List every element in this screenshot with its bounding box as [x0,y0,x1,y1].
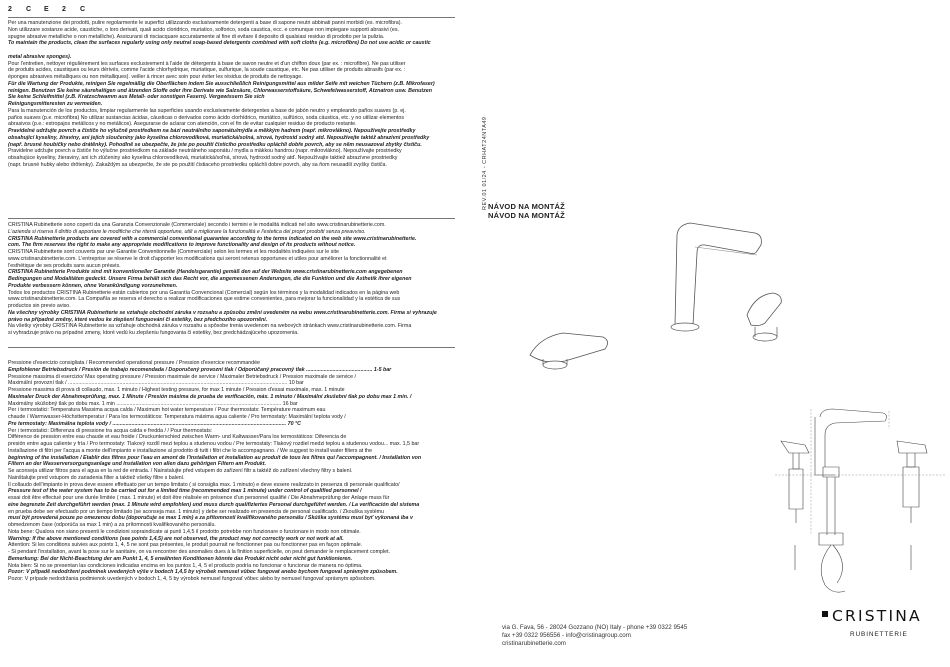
text-line: Pravidelné udržujte povrch a čističe ho výlučně prostředkem na bázi neutrálního saponátu/mýdla a měkkým hadrem (např. mikrovlákno). Nepoužívejte prostředky [8,128,416,134]
logo-sub: RUBINETTERIE [850,631,908,638]
divider [8,17,455,18]
text-line: obsahujúce kyseliny, žieraviny, ani ich zlúčeniny ako kyselina chlorovodíková, muriatická/soľná, sírová, hydroxid sodný atď. Nepoužívajte taktiež abrazívne prostriedky [8,155,398,161]
text-line: Installazione di filtri per l'acqua a monte dell'impianto e installazione al prodotto di tutti i filtri che lo accompagnano. / We suggest to install water filters at the [8,447,373,454]
text-line: Il collaudo dell'impianto in prova deve essere effettuato per un tempo limitato ( si consiglia max. 1 minuto) e deve essere realizzato in presenza di personale qualificato/ [8,481,400,488]
text-line: To maintain the products, clean the surfaces regularly using only neutral soap-based detergents combined with soft cloths (e.g. microfibre) Do not use acidic or caustic [8,40,431,47]
text-line: Pressione massima di esercizio/ Max operating pressure / Pression maximale de service / Maximaler Betriebsdruck / Pression maximale de service / [8,373,356,380]
text-line: Bemerkung: Bei der Nicht-Beachtung der am Punkt 1, 4, 5 erwähnten Konditionen könnte das Produkt nicht oder nicht gut funktionieren. [8,555,353,562]
text-line: CRISTINA Rubinetterie products are covered with a commercial conventional guarantee according to the terms indicated on the web site www.cristinarubinetterie. [8,235,417,242]
text-line: Pressione d'esercizio consigliata / Recommended operational pressure / Pression d'exercice recommandée [8,360,260,366]
text-line: Sie keine Schleifmittel (z.B. Kratzschwamm aus Metall- oder sonstigen Fasern). Vergewissern Sie sich [8,94,265,101]
divider [8,218,455,219]
text-line: Reinigungsmitteresten zu vermeiden. [8,101,103,107]
header-letter: 2 [8,6,22,13]
text-line: Empfohlener Betriebsdruck / Presión de trabajo recomendada / Doporučený provozní tlak / Odporúčaný pracovný tlak ............................................. 1-5 bar [8,366,392,373]
text-line: beginning of the installation / Etablir des filtres pour l'eau en amont de l'installation et installation au produit de tous les filtres qui l'accompagnent. / Installation von [8,454,422,461]
text-line: Warning: If the above mentioned conditions (see points 1,4,5) are not observed, the product may not correctly work or not work at all. [8,535,344,542]
text-line: Filtern an der Wasserversorgungsanlage und Installation von allen dazu gehörigen Filtern am Produkt. [8,461,267,468]
text-line: reinigen. Benutzen Sie keine säurehaltigen und ätzenden Stoffe oder ihre Derivate wie Salzsäure, Chlorwasserstoffsäure, Schwefelwasserstoff, Ätznatron usw. Benutzen [8,87,432,94]
text-line: Na všechny výrobky CRISTINA Rubinetterie se vztahuje obchodní záruka v rozsahu a způsobu změní uvedeném na webu www.cristinarubinetterie.com. Firma si vyhrazuje [8,309,437,316]
text-line: Pravidelne udržujte povrch a čističe ho výlučne prostriedkom na základe neutrálneho saponátu / mydla a mäkkou handrou (napr. mikrovlákno). Nepoužívajte prostriedky [8,148,402,155]
divider [8,347,455,348]
text-line: si vyhradzuje právo na prípadné zmeny, ktoré vedú ku zlepšeniu fungovania či estetiky, bez predchádzajúceho upozornenia. [8,330,299,336]
text-line: www.cristinarubinetterie.com. L'entreprise se réserve le droit d'apporter les modifications qui seront retenus opportunes et utiles pour améliorer la fonctionnalité et [8,255,387,262]
text-line: de produits acides, caustiques ou leurs dérivés, comme l'acide chlorhydrique, muriatique, sulfurique, la soude caustique, etc. Ne pas utiliser de produits abrasifs (par ex. : [8,67,406,74]
text-line: éponges abrasives métalliques ou non métalliques). veiller à rincer avec soin pour éviter les résidus de produits de nettoyage. [8,74,303,80]
text-line: Na všetky výrobky CRISTINA Rubinetterie sa vzťahuje obchodná záruka v rozsahu a spôsobe trenia uvedenom na webových stránkach www.cristinarubinetterie.com. Firma [8,323,412,330]
text-line: Für die Wartung der Produkte, reinigen Sie regelmäßig die Oberflächen indem Sie ausschließlich Reinigungsmittel aus milder Seife mit weichen Tüchern (z.B. Mikrofaser) [8,80,435,87]
title-line: NÁVOD NA MONTÁŽ [488,211,565,220]
text-line: Pour l'entretien, nettoyer régulièrement les surfaces exclusivement à l'aide de détergents à base de savon neutre et d'un chiffon doux (par ex. : microfibre). Ne pas utiliser [8,60,406,67]
text-line: musí být provedená pouze po omezenou dobu (doporučuje se max 1 min) a za přítomnosti kvalifikovaného personálu / Skúška systému musí byť vykonaná iba v [8,515,413,522]
text-line: Différence de pression entre eau chaude et eau froide / Druckunterschied zwischen Warm- und Kaltwasser/Para los termostáticos: Diferencia de [8,434,347,441]
text-line: Per una manutenzione dei prodotti, pulire regolarmente le superfici utilizzando esclusivamente detergenti a base di sapone neutri abbinati panni morbidi (es. microfibra). [8,20,402,26]
text-line: Se aconseja utilizar filtros para el agua en la red de entrada. / Nainstalujte před vstupem do zařízení filtr a taktéž do zařízení všechny filtry s balení. [8,468,353,474]
text-line: com. The firm reserves the right to make any appropriate modifications to improve functionality and design of its products without notice. [8,242,356,249]
logo-name: CRISTINA [832,607,922,625]
header-letter: E [44,6,59,13]
text-line: CRISTINA Rubinetterie Produkte sind mit konventioneller Garantie (Handelsgarantie) gemäß den auf der Website www.cristinarubinetterie.com angegebenen [8,269,403,276]
text-line: productos sin previo aviso. [8,303,71,309]
maintenance-section [8,20,455,169]
text-line: - Si pendant l'installation, avant la pose sur le sanitaire, on va rencontrer des anomalies dues à la finition superficielle, on peut demander le remplacement complet. [8,549,391,555]
text-line: CRISTINA Rubinetterie sono coperti da una Garanzia Convenzionale (Commerciale) secondo i termini e le modalità indicati nel sito www.cristinarubinetterie.com. [8,222,386,228]
text-line: abrasivos (p.e.: estropajos metálicos y no metálicos). Asegurarse de aclarar con atención, con el fin de evitar cualquier residuo de producto restante. [8,121,357,128]
text-line: Produkte verbessern können, ohne Vorankündigung vorzunehmen. [8,282,178,289]
text-line: Nota bien: Si no se presentan las condiciones indicadas encima en los puntos 1, 4, 5 el producto podría no funcionar o funcionar de manera no óptima. [8,562,363,569]
text-line: právo na případné změny, které vedou ke zlepšení funguování či estetiky, bez předchozího upozornění. [8,316,268,323]
text-line: (napr. brusné hubky alebo drôtenky). Zakaždým sa ubezpečte, že ste po použití čistiaceho prostriedku opláchli dobre povrch, aby sa ňom neusadili zvyšky čističa. [8,161,387,168]
text-line: eine begrenzte Zeit durchgeführt werden (max. 1 Minute wird empfohlen) und muss durch qualifiziertes Personal durchgeführt werden. / La verificación del sistema [8,501,420,508]
text-line [8,47,455,54]
cristina-logo [822,607,932,651]
technical-data-section [8,360,455,583]
website-line: cristinarubinetterie.com [502,640,566,648]
text-line: CRISTINA Rubinetterie sont couverts par une Garantie Conventionnelle (Commerciale) selon les termes et les modalités indiquées sur le site [8,249,339,255]
warranty-section [8,222,455,337]
cover-column [475,0,950,667]
text-line: www.cristinarubinetterie.com. La Compañía se reserva el derecho a realizar modificaciones que estime convenientes, para mejorar la funcionalidad y la estética de sus [8,296,401,303]
logo-square-icon [822,611,828,617]
text-line: chaude / Warmwasser-Höchsttemperatur / Para los termostáticos: Temperatura máxima agua caliente / Pro termostaty: Maximální teplota vody / [8,414,346,420]
text-line: presión entre agua caliente y fría / Pro termostaty: Tlakový rozdíl mezi teplou a studenou vodou / Pre termostaty: Tlakový rozdiel medzi teplou a studenou vodou... max. 1,5 bar [8,441,420,447]
text-line: Maximální provozní tlak / ..................................................................................................................................................... 10 bar [8,380,304,387]
text-line: Todos los productos CRISTINA Rubinetterie están cubiertos por una Garantía Convencional (Comercial) según los términos y la modalidad indicados en la página web [8,289,400,296]
text-line: Nainštalujte pred vstupom do zariadenia filter a taktiež všetky filtre s balení. [8,474,185,481]
text-line: metal abrasive sponges). [8,53,72,60]
text-line: obsahující kyseliny, žíraviny, ani jejich sloučeniny jako kyselina chlorovodíková, muriatická/solná, sírová, hydroxid sodný atd. Nepoužívejte taktéž abrazivní prostředky [8,134,430,141]
text-line: Pozor: V prípade nedodržania podmienok uvedených v bodoch 1, 4, 5 by výrobok nemusel fungovať vôbec alebo by nemusel fungovať správnym spôsobom. [8,576,376,582]
header-letter: C [26,6,42,13]
faucet-illustration [525,215,795,375]
text-line: en prueba debe ser efectuado por un tiempo limitado (se aconseja max. 1 minuto) y debe ser realizado en presencia de personal cualificado. / Zkouška systému [8,508,384,515]
text-line: Nota bene: Qualora non siano presenti le condizioni sopraindicate ai punti 1,4,5 il prodotto potrebbe non funzionare o funzionare in modo non ottimale. [8,528,361,535]
text-line: obmedzenom čase (odporúča sa max 1 min) a za prítomnosti kvalifikovaného personálu. [8,522,216,528]
text-line: Maximaler Druck der Abnahmeprüfung, max. 1 Minute / Presión máxima de prueba de verificación, máx. 1 minuto / Maximální zkušební tlak po dobu max 1 min. / [8,393,412,400]
text-line: Per i termostatici: Temperatura Massima acqua calda / Maximum hot water temperature / Pour thermostats: Température maximum eau [8,407,326,414]
header-letter: 2 [62,6,76,13]
text-line: Pressure test of the water system has to be carried out for a limited time (recommended max 1 minute) under control of qualified personnel / [8,488,362,495]
text-line: Attention: Si les conditions suivies aux points 1, 4, 5 ne sont pas présentes, le produit pourrait ne fonctionner pas ou fonctionner pas en façon optimale. [8,542,363,549]
text-line: Para la manutención de los productos, limpiar regularmente las superficies usando exclusivamente detergentes a base de jabón neutro y empleando paños suaves (p. ej. [8,107,406,114]
address-line: via G. Fava, 56 - 28024 Gozzano (NO) Italy - phone +39 0322 9545 [502,624,688,631]
title-line: NÁVOD NA MONTÁŽ [488,202,565,211]
text-line: Pozor: V případě nedodržení podmínek uvedených výše v bodech 1,4,5 by výrobek nemusel vůbec fungovat anebo bychom fungoval správným způsobem. [8,569,398,576]
text-line: Pressione massima di prova di collaudo, max. 1 minuto / Highest testing pressure, for max 1 minute / Pression d'essai maximale, max. 1 minute [8,387,345,393]
text-line: Non utilizzare sostanze acide, caustiche, o loro derivati, quali acido cloridrico, muriatico, solforico, soda caustica, ecc. e comunque non impiegare supporti abrasivi (es. [8,26,399,33]
instructions-column [8,0,455,667]
contact-line: fax +39 0322 956556 - info@cristinagroup.com [502,632,631,640]
technical-drawing [775,405,947,600]
text-line: Bedingungen und Modalitäten gedeckt. Unsere Firma behält sich das Recht vor, die angemessenen Änderungen, die die Funktion und die Ästhetik ihrer eigenen [8,276,412,282]
company-address [502,624,687,649]
text-line: Maximálny skúšobný tlak po dobu max. 1 min ................................................................................................................ 16 bar [8,400,298,407]
text-line: Pre termostaty: Maximálna teplota vody / ...................................................................................................................... 70 °C [8,420,301,427]
text-line: spugne abrasive metalliche o non metalliche). Assicurarsi di risciacquare accuratamente al fine di evitare il deposito di qualsiasi residuo di prodotto per la pulizia. [8,33,385,40]
text-line: (např. brusné houbičky nebo drátěnky). Pohodlně se ubezpečte, že jste po použití čisticího prostředku opláchli dobře povrch, aby se něm neusazoval zbytky čističu. [8,141,422,148]
revision-code: REV.01 01/24 - CRHAT24NTA49 [482,116,488,210]
text-line: Per i termostatici: Differenza di pressione tra acqua calda e fredda / / Pour thermostats: [8,427,213,434]
text-line: essai doit être effectué pour une durée limitée ( max. 1 minute) et doit être réalisée en présence d'un personnel qualifié / Die Abnahmeprüfung der Anlage muss für [8,495,390,501]
text-line: l'esthétique de ses produits sans aucun préavis. [8,262,121,269]
header-letter: C [80,6,96,13]
text-line: paños suaves (p.e. microfibra) No utilizar sustancias ácidas, cáusticas o derivados como ácido clorhídrico, muriático, sulfúrico, soda cáustica, etc. y no utilizar elementos [8,114,404,121]
text-line: L'azienda si riserva il diritto di apportare le modifiche che riterrà opportune, utili a migliorare la funzionalità e l'estetica dei propri prodotti senza preavviso. [8,228,366,235]
